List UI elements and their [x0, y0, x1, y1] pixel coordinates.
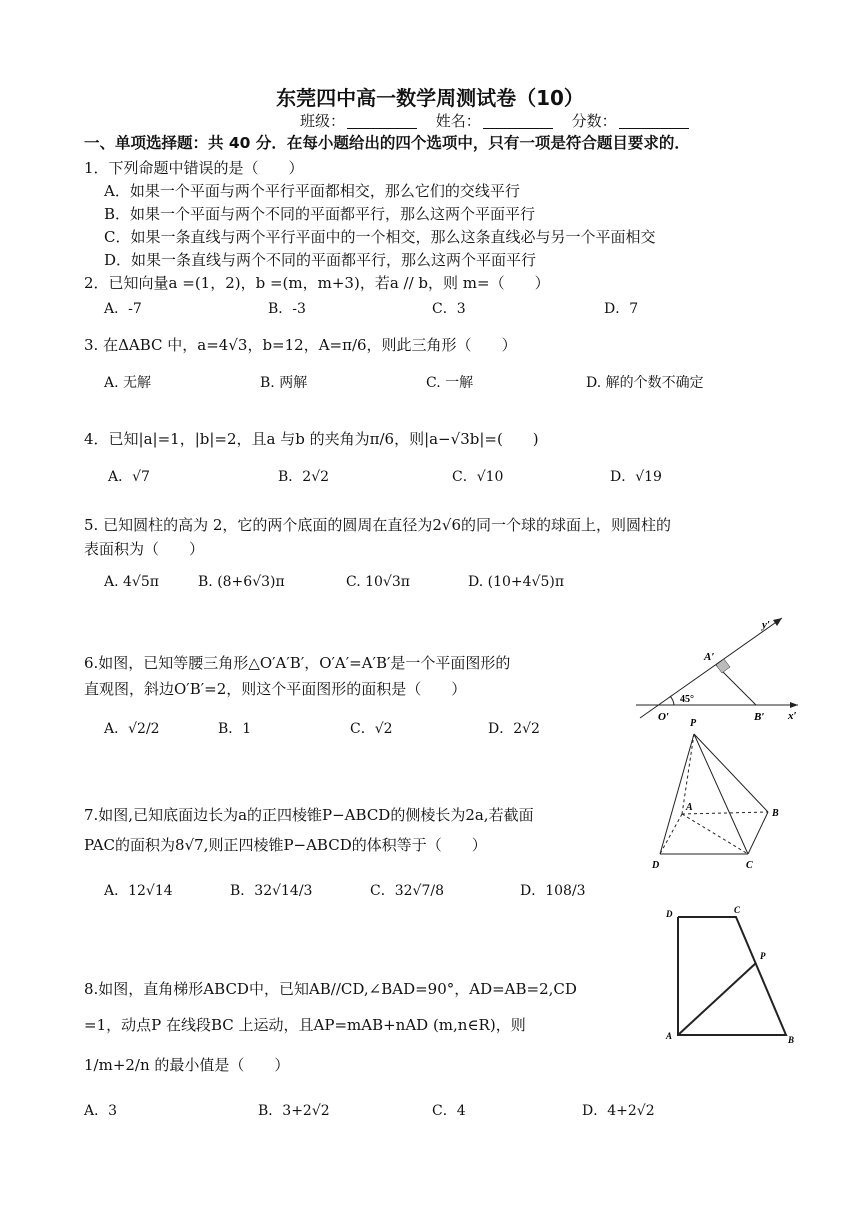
q3-option-d: D. 解的个数不确定: [586, 375, 704, 391]
q6-y-arrow: [773, 618, 782, 626]
q5-stem-line1: 5. 已知圆柱的高为 2，它的两个底面的圆周在直径为2√6的同一个球的球面上，则圆柱的: [84, 516, 672, 534]
q7-option-a: A．12√14: [104, 883, 173, 899]
q2-option-a: A．-7: [104, 301, 142, 317]
q4-stem: 4．已知|a|=1，|b|=2，且a 与b 的夹角为π/6，则|a−√3b|=( ): [84, 430, 539, 448]
q6-label-o: O′: [658, 711, 670, 722]
q7-label-d: D: [652, 860, 660, 871]
class-field[interactable]: [347, 114, 417, 129]
q6-angle-arc: [670, 696, 674, 705]
q3-stem: 3. 在ΔABC 中，a=4√3，b=12，A=π/6，则此三角形（ ）: [84, 336, 517, 354]
q3-option-a: A. 无解: [104, 375, 152, 391]
q7-edge-pb: [694, 734, 768, 812]
q7-label-p: P: [690, 718, 697, 729]
student-info: [300, 114, 703, 129]
q8-label-a: A: [666, 1031, 673, 1041]
q4-option-a: A．√7: [108, 469, 150, 485]
score-field[interactable]: [619, 114, 689, 129]
q4-option-c: C．√10: [452, 469, 504, 485]
q6-figure: [632, 612, 802, 722]
q5-option-b: B. (8+6√3)π: [198, 574, 285, 590]
q8-figure: [660, 905, 800, 1047]
q5-stem-line2: 表面积为（ ）: [84, 540, 205, 558]
q1-option-c: C．如果一条直线与两个平行平面中的一个相交，那么这条直线必与另一个平面相交: [104, 228, 656, 246]
q7-label-a: A: [686, 802, 693, 813]
q8-label-d: D: [666, 909, 673, 919]
q6-label-y: y′: [762, 619, 770, 631]
q5-option-c: C. 10√3π: [346, 574, 410, 590]
q6-option-c: C．√2: [350, 721, 393, 737]
q6-option-d: D．2√2: [488, 721, 540, 737]
q6-y-axis: [640, 618, 782, 718]
q6-right-angle-mark: [716, 659, 730, 673]
q7-edge-pd: [660, 734, 694, 854]
score-label: 分数：: [571, 112, 617, 130]
q6-option-a: A．√2/2: [104, 721, 160, 737]
q8-stem-line2: =1，动点P 在线段BC 上运动，且AP=mAB+nAD (m,n∈R)，则: [84, 1016, 526, 1034]
q6-angle-label: 45°: [680, 694, 694, 705]
section-heading: 一、单项选择题：共 40 分．在每小题给出的四个选项中，只有一项是符合题目要求的．: [84, 134, 690, 152]
q6-label-a: A′: [704, 651, 715, 663]
q8-label-c: C: [734, 905, 741, 915]
q7-figure: [648, 712, 788, 872]
q6-stem-line2: 直观图，斜边O′B′=2，则这个平面图形的面积是（ ）: [84, 680, 467, 698]
q6-option-b: B．1: [218, 721, 252, 737]
q7-edge-ab: [682, 812, 768, 814]
q6-label-b: B′: [754, 711, 765, 722]
q1-stem: 1．下列命题中错误的是（ ）: [84, 159, 304, 177]
q7-edge-ad: [660, 814, 682, 854]
q8-stem-line3: 1/m+2/n 的最小值是（ ）: [84, 1056, 290, 1074]
q3-option-b: B. 两解: [260, 375, 308, 391]
q8-stem-line1: 8.如图，直角梯形ABCD中，已知AB//CD,∠BAD=90°，AD=AB=2,CD: [84, 980, 577, 998]
q4-option-b: B．2√2: [278, 469, 330, 485]
q7-edge-ac: [682, 814, 748, 854]
name-field[interactable]: [483, 114, 553, 129]
q1-option-d: D．如果一条直线与两个不同的平面都平行，那么这两个平面平行: [104, 251, 537, 269]
q2-option-c: C．3: [432, 301, 466, 317]
q2-option-b: B．-3: [268, 301, 306, 317]
q3-option-c: C. 一解: [426, 375, 474, 391]
q6-label-x: x′: [788, 710, 797, 722]
page-title: 东莞四中高一数学周测试卷（10）: [276, 86, 584, 110]
q7-option-b: B．32√14/3: [230, 883, 313, 899]
q1-option-b: B．如果一个平面与两个不同的平面都平行，那么这两个平面平行: [104, 205, 536, 223]
q8-segment-ap: [678, 963, 756, 1035]
q7-option-c: C．32√7/8: [370, 883, 444, 899]
q8-label-p: P: [760, 951, 766, 961]
q5-option-d: D. (10+4√5)π: [468, 574, 565, 590]
q7-edge-cb: [748, 812, 768, 854]
q7-label-c: C: [746, 860, 753, 871]
q7-stem-line2: PAC的面积为8√7,则正四棱锥P−ABCD的体积等于（ ）: [84, 836, 487, 854]
q5-option-a: A. 4√5π: [104, 574, 159, 590]
q4-option-d: D．√19: [610, 469, 662, 485]
q7-option-d: D．108/3: [520, 883, 586, 899]
q2-option-d: D．7: [604, 301, 639, 317]
q7-stem-line1: 7.如图,已知底面边长为a的正四棱锥P−ABCD的侧棱长为2a,若截面: [84, 806, 534, 824]
q8-option-c: C．4: [432, 1103, 466, 1119]
q8-option-a: A．3: [84, 1103, 118, 1119]
class-label: 班级：: [300, 112, 346, 130]
q8-option-b: B．3+2√2: [258, 1103, 330, 1119]
q8-trapezoid: [678, 917, 786, 1035]
name-label: 姓名：: [435, 112, 481, 130]
q6-stem-line1: 6.如图，已知等腰三角形△O′A′B′，O′A′=A′B′是一个平面图形的: [84, 654, 511, 672]
q6-x-arrow: [790, 702, 798, 708]
q7-edge-pc: [694, 734, 748, 854]
q2-stem: 2．已知向量a =(1，2)，b =(m，m+3)，若a // b，则 m=（ ）: [84, 274, 550, 292]
q1-option-a: A．如果一个平面与两个平行平面都相交，那么它们的交线平行: [104, 182, 520, 200]
q8-label-b: B: [788, 1035, 795, 1045]
q7-label-b: B: [772, 808, 779, 819]
q8-option-d: D．4+2√2: [582, 1103, 655, 1119]
